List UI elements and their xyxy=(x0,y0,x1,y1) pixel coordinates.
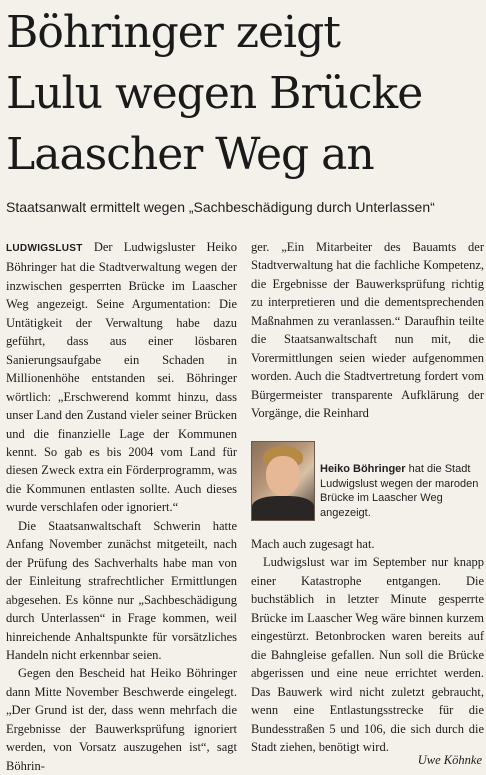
dateline: LUDWIGSLUST xyxy=(6,243,83,254)
paragraph-3: Gegen den Bescheid hat Heiko Böhringer dann Mitte November Beschwerde eingelegt. „Der Grund ist der, dass wenn mehrfach die Ergebnisse der Bauwerksprüfung ignoriert werden, von Vorsatz auszugehen ist“, sagt Böhrin- xyxy=(6,666,237,773)
portrait-photo xyxy=(251,441,315,521)
headline-line-1: Böhringer zeigt xyxy=(6,7,340,58)
author-byline: Uwe Köhnke xyxy=(417,753,482,767)
paragraph-5: Mach auch zugesagt hat. xyxy=(251,537,375,551)
caption-text: hat die Stadt Ludwigslust wegen der maroden Brücke im Laascher Weg angezeigt. xyxy=(320,463,479,519)
headline xyxy=(6,2,486,185)
photo-caption xyxy=(320,462,484,520)
left-column xyxy=(6,238,237,775)
paragraph-1-text: Der Ludwigsluster Heiko Böhringer hat die Stadtverwaltung wegen der inzwischen gesperrten Brücke im Laascher Weg angezeigt. Seine Argumentation: Die Untätigkeit der Verwaltung habe dazu geführt, dass aus einer lösbaren Sanierungsaufgabe ein Schaden in Millionenhöhe entstanden sei. Böhringer wörtlich: „Erschwerend kommt hinzu, dass unser Land den Zustand vieler seiner Brücken und die finanzielle Lage der Kommunen kennt. So gab es bis 2004 vom Land für diesen Zweck extra ein Förderprogramm, was die Kommunen entlasten sollte. Auch dieses wurde verschlafen oder ignoriert.“ xyxy=(6,240,237,515)
caption-name: Heiko Böhringer xyxy=(320,463,406,475)
subtitle: Staatsanwalt ermittelt wegen „Sachbeschädigung durch Unterlassen“ xyxy=(6,199,435,215)
portrait-shoulders xyxy=(252,496,314,521)
paragraph-2: Die Staatsanwaltschaft Schwerin hatte Anfang November zunächst mitgeteilt, nach der Prüfung des Sachverhalts habe man von der Einleitung strafrechtlicher Ermittlungen abgesehen. Es könne nur „Sachbeschädigung durch Unterlassen“ in Frage kommen, weil hinreichende Anhaltspunkte für vorsätzliches Handeln nicht erkennbar seien. xyxy=(6,518,237,662)
paragraph-1 xyxy=(6,238,237,517)
right-column-top xyxy=(251,238,484,423)
portrait-face xyxy=(266,456,300,496)
paragraph-4: ger. „Ein Mitarbeiter des Bauamts der Stadtverwaltung hat die fachliche Kompetenz, die Ergebnisse der Bauwerksprüfung richtig zu interpretieren und die dementsprechenden Maßnahmen zu veranlassen.“ Daraufhin teilte die Staatsanwaltschaft nun mit, die Vorermittlungen seien wieder aufgenommen worden. Auch die Stadtvertretung fordert vom Bürgermeister transparente Aufklärung der Vorgänge, die Reinhard xyxy=(251,240,484,421)
headline-line-3: Laascher Weg an xyxy=(6,129,374,180)
headline-line-2: Lulu wegen Brücke xyxy=(6,68,423,119)
right-column-bottom xyxy=(251,535,484,756)
paragraph-6: Ludwigslust war im September nur knapp einer Katastrophe entgangen. Die buchstäblich in letzter Minute gesperrte Brücke im Laascher Weg wäre binnen kurzem eingestürzt. Betonbrocken waren bereits auf die Bahngleise gefallen. Nun soll die Brücke abgerissen und eine neue errichtet werden. Das Bauwerk wird nicht zuletzt gebraucht, wenn eine Entlastungsstrecke für die Bundesstraßen 5 und 106, die sich durch die Stadt ziehen, benötigt wird. xyxy=(251,555,484,754)
